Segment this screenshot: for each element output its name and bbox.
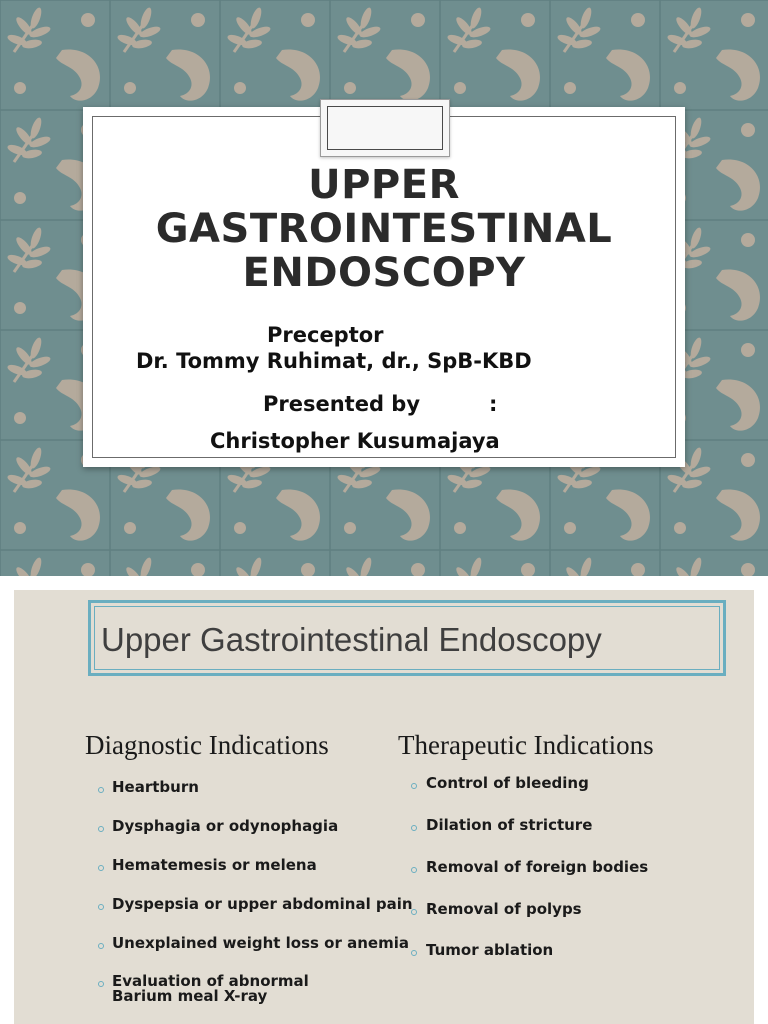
bullet-icon: [411, 909, 417, 915]
bullet-icon: [98, 787, 104, 793]
preceptor-name: Dr. Tommy Ruhimat, dr., SpB-KBD: [136, 349, 532, 373]
heading-box: [88, 600, 726, 676]
list-item: Removal of foreign bodies: [426, 858, 649, 876]
therapeutic-title: Therapeutic Indications: [398, 730, 654, 760]
list-item: Unexplained weight loss or anemia: [112, 934, 409, 952]
bullet-icon: [411, 825, 417, 831]
bullet-icon: [411, 867, 417, 873]
title-card: [83, 107, 685, 467]
bullet-icon: [98, 826, 104, 832]
title-line: ENDOSCOPY: [242, 250, 526, 296]
slide-title: [83, 163, 685, 295]
list-item: Hematemesis or melena: [112, 856, 317, 874]
slide-heading: Upper Gastrointestinal Endoscopy: [101, 621, 602, 658]
bullet-icon: [98, 981, 104, 987]
bullet-icon: [98, 865, 104, 871]
presented-by-label: Presented by: [263, 392, 421, 416]
list-item: Dysphagia or odynophagia: [112, 817, 339, 835]
diagnostic-title: Diagnostic Indications: [85, 730, 329, 760]
list-item: Removal of polyps: [426, 900, 582, 918]
title-card-tab: [320, 99, 450, 157]
title-line: GASTROINTESTINAL: [155, 206, 613, 252]
list-item: Evaluation of abnormal Barium meal X-ray: [112, 972, 309, 1005]
presented-by-colon: :: [489, 392, 498, 416]
bullet-icon: [98, 904, 104, 910]
presenter-name: Christopher Kusumajaya: [210, 429, 500, 453]
preceptor-label: Preceptor: [267, 323, 384, 347]
indications-slide: [14, 590, 754, 1024]
list-item: Dilation of stricture: [426, 816, 593, 834]
list-item: Tumor ablation: [426, 941, 554, 959]
list-item: Heartburn: [112, 778, 199, 796]
title-line: UPPER: [308, 162, 460, 208]
bullet-icon: [98, 943, 104, 949]
list-item: Control of bleeding: [426, 774, 589, 792]
list-item: Dyspepsia or upper abdominal pain: [112, 895, 413, 913]
bullet-icon: [411, 950, 417, 956]
bullet-icon: [411, 783, 417, 789]
